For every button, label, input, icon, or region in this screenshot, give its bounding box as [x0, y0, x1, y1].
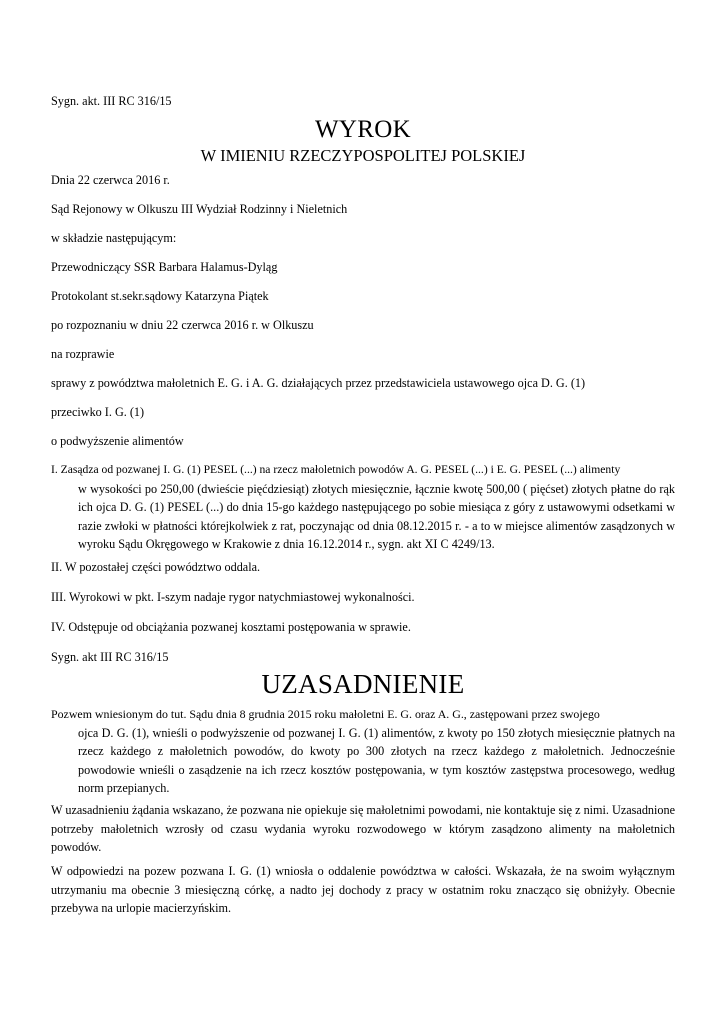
verdict-title: WYROK: [315, 116, 411, 143]
verdict-point-3: III. Wyrokowi w pkt. I-szym nadaje rygor natychmiastowej wykonalności.: [51, 590, 415, 604]
justification-paragraph-2: W uzasadnieniu żądania wskazano, że pozwana nie opiekuje się małoletnimi powodami, nie kontaktuje się z nimi. Uzasadnione potrzeby małoletnich wzrosły od czasu wydania wyroku rozwodowego w którym zasądzono alimenty na małoletnich powodów.: [51, 803, 675, 854]
hearing-info: po rozpoznaniu w dniu 22 czerwca 2016 r. w Olkuszu: [51, 318, 314, 332]
session-type: na rozprawie: [51, 347, 115, 361]
defendant: przeciwko I. G. (1): [51, 405, 145, 419]
case-subject: o podwyższenie alimentów: [51, 434, 184, 448]
justification-paragraph-3: W odpowiedzi na pozew pozwana I. G. (1) wniosła o oddalenie powództwa w całości. Wskazała, że na swoim wyłącznym utrzymaniu ma obecnie 3 miesięczną córkę, a nadto jej dochody z pracy w ostatnim roku znacząco się obniżyły. Obecnie przebywa na urlopie macierzyńskim.: [51, 864, 675, 915]
court-clerk: Protokolant st.sekr.sądowy Katarzyna Piątek: [51, 289, 269, 303]
verdict-point-1-text: w wysokości po 250,00 (dwieście pięćdziesiąt) złotych miesięcznie, łącznie kwotę 500,00 ( pięćset) złotych płatne do rąk ich ojca D. G. (1) PESEL (...) do dnia 15-go każdego następującego po sobie miesiąca z góry z ustawowymi odsetkami w razie zwłoki w płatności którejkolwiek z rat, poczynając od dnia 08.12.2015 r. - a to w miejsce alimentów zasądzonych w wyroku Sądu Okręgowego w Krakowie z dnia 16.12.2014 r., sygn. akt XI C 4249/13.: [78, 481, 675, 551]
court-name: Sąd Rejonowy w Olkuszu III Wydział Rodzinny i Nieletnich: [51, 202, 348, 216]
case-signature-justification: Sygn. akt III RC 316/15: [51, 650, 169, 664]
verdict-subtitle: W IMIENIU RZECZYPOSPOLITEJ POLSKIEJ: [200, 146, 526, 165]
verdict-date: Dnia 22 czerwca 2016 r.: [51, 173, 170, 187]
verdict-point-4: IV. Odstępuje od obciążania pozwanej kosztami postępowania w sprawie.: [51, 620, 411, 634]
presiding-judge: Przewodniczący SSR Barbara Halamus-Dyląg: [51, 260, 278, 274]
justification-title: UZASADNIENIE: [261, 669, 465, 699]
justification-paragraph-1-first-line: Pozwem wniesionym do tut. Sądu dnia 8 grudnia 2015 roku małoletni E. G. oraz A. G., zastępowani przez swojego: [51, 707, 600, 721]
verdict-point-2: II. W pozostałej części powództwo oddala.: [51, 560, 261, 574]
case-description: sprawy z powództwa małoletnich E. G. i A. G. działających przez przedstawiciela ustawowego ojca D. G. (1): [51, 376, 586, 390]
justification-paragraph-1-text: ojca D. G. (1), wnieśli o podwyższenie od pozwanej I. G. (1) alimentów, z kwoty po 150 złotych miesięcznie płatnych na rzecz każdego z małoletnich powodów, do kwoty po 300 złotych na rzecz każdego z małoletnich. Jednocześnie powodowie wnieśli o zasądzenie na ich rzecz kosztów postępowania, w tym kosztów zastępstwa procesowego, według norm przepianych.: [78, 725, 675, 795]
case-signature-top: Sygn. akt. III RC 316/15: [51, 94, 172, 108]
verdict-point-1-first-line: I. Zasądza od pozwanej I. G. (1) PESEL (...) na rzecz małoletnich powodów A. G. PESEL (...) i E. G. PESEL (...) alimenty: [51, 463, 621, 476]
composition-label: w składzie następującym:: [51, 231, 177, 245]
